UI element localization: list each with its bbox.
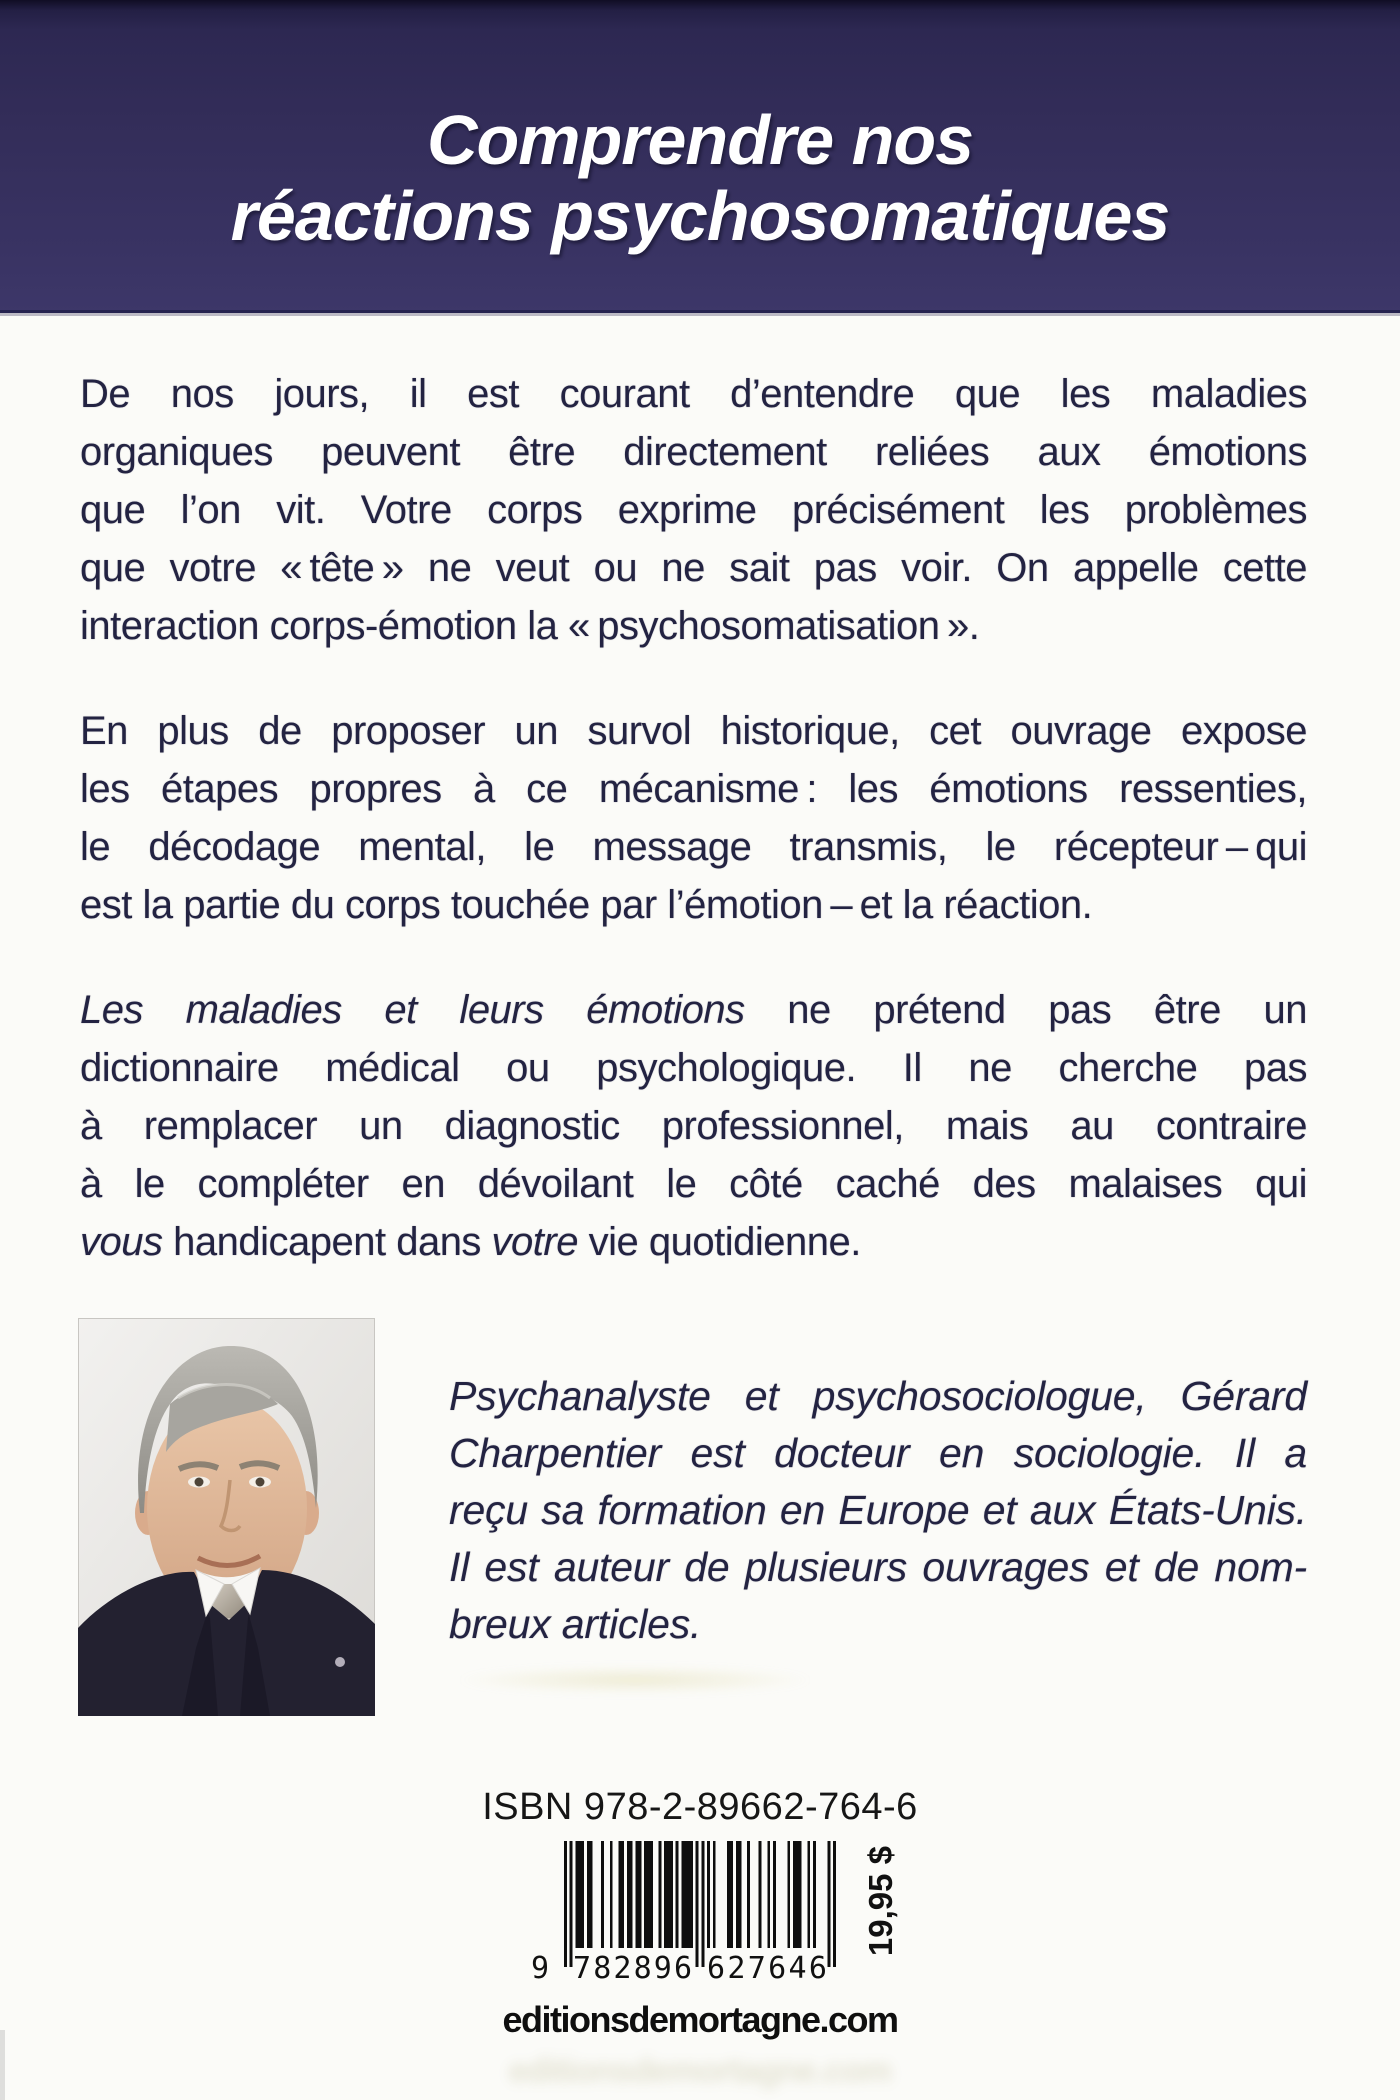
barcode-bars	[564, 1841, 836, 1967]
author-section	[78, 1318, 1307, 1716]
book-title-line2: réactions psychosomatiques	[230, 177, 1170, 255]
text-line: Les maladies et leurs émotions ne prétend pas être un	[80, 988, 1308, 1032]
barcode-digit: 6	[673, 1951, 692, 1986]
barcode-digit: 4	[788, 1951, 807, 1986]
text-line: reçu sa formation en Europe et aux États-Unis.	[449, 1487, 1307, 1533]
text-line: est la partie du corps touchée par l’émotion – et la réaction.	[80, 883, 1093, 927]
text-line: interaction corps-émotion la « psychosomatisation ».	[80, 604, 980, 648]
text-line: que votre « tête » ne veut ou ne sait pas voir. On appelle cette	[80, 546, 1307, 590]
synopsis	[0, 313, 1400, 1271]
text-line: à le compléter en dévoilant le côté caché des malaises qui	[80, 1162, 1307, 1206]
website-ghost-reflection: editionsdemortagne.com	[508, 2052, 892, 2090]
barcode-digit: 6	[768, 1951, 787, 1986]
text-line: Il est auteur de plusieurs ouvrages et de nom-	[449, 1544, 1307, 1590]
author-photo	[78, 1318, 375, 1716]
barcode-digit: 2	[727, 1951, 746, 1986]
barcode-digit: 7	[573, 1951, 592, 1986]
text-line: le décodage mental, le message transmis, le récepteur – qui	[80, 825, 1307, 869]
author-bio	[449, 1318, 1307, 1716]
barcode	[531, 1841, 899, 1991]
barcode-digit: 2	[613, 1951, 632, 1986]
barcode-digit: 7	[747, 1951, 766, 1986]
barcode-digit: 8	[593, 1951, 612, 1986]
synopsis-paragraph-3	[80, 981, 1307, 1271]
book-title	[231, 102, 1170, 254]
text-line: De nos jours, il est courant d’entendre que les maladies	[80, 372, 1307, 416]
text-line: En plus de proposer un survol historique, cet ouvrage expose	[80, 709, 1307, 753]
barcode-digit: 6	[707, 1951, 726, 1986]
text-line: dictionnaire médical ou psychologique. Il ne cherche pas	[80, 1046, 1307, 1090]
text-line: les étapes propres à ce mécanisme : les émotions ressenties,	[80, 767, 1307, 811]
publisher-website: editionsdemortagne.com	[502, 1999, 898, 2040]
barcode-digit: 8	[633, 1951, 652, 1986]
text-line: Psychanalyste et psychosociologue, Gérard	[449, 1373, 1307, 1419]
text-line: que l’on vit. Votre corps exprime précisément les problèmes	[80, 488, 1307, 532]
barcode-prefix-digit: 9	[531, 1951, 550, 1986]
price-label: 19,95 $	[862, 1845, 899, 1957]
barcode-digit: 9	[653, 1951, 672, 1986]
synopsis-paragraph-2	[80, 702, 1307, 934]
isbn-label: ISBN 978-2-89662-764-6	[482, 1786, 918, 1828]
barcode-digits-group1	[573, 1953, 692, 1985]
text-line: vous handicapent dans votre vie quotidienne.	[80, 1220, 861, 1264]
lapel-pin	[335, 1657, 345, 1667]
text-line: breux articles.	[449, 1601, 702, 1647]
text-line: Charpentier est docteur en sociologie. Il a	[449, 1430, 1307, 1476]
text-line: organiques peuvent être directement reliées aux émotions	[80, 430, 1307, 474]
text-line: à remplacer un diagnostic professionnel, mais au contraire	[80, 1104, 1307, 1148]
barcode-digit: 6	[808, 1951, 827, 1986]
scan-edge-artifact	[0, 2030, 5, 2100]
synopsis-paragraph-1	[80, 365, 1307, 655]
barcode-digits-group2	[707, 1953, 827, 1985]
book-title-line1: Comprendre nos	[426, 101, 974, 179]
cover-header	[0, 0, 1400, 313]
